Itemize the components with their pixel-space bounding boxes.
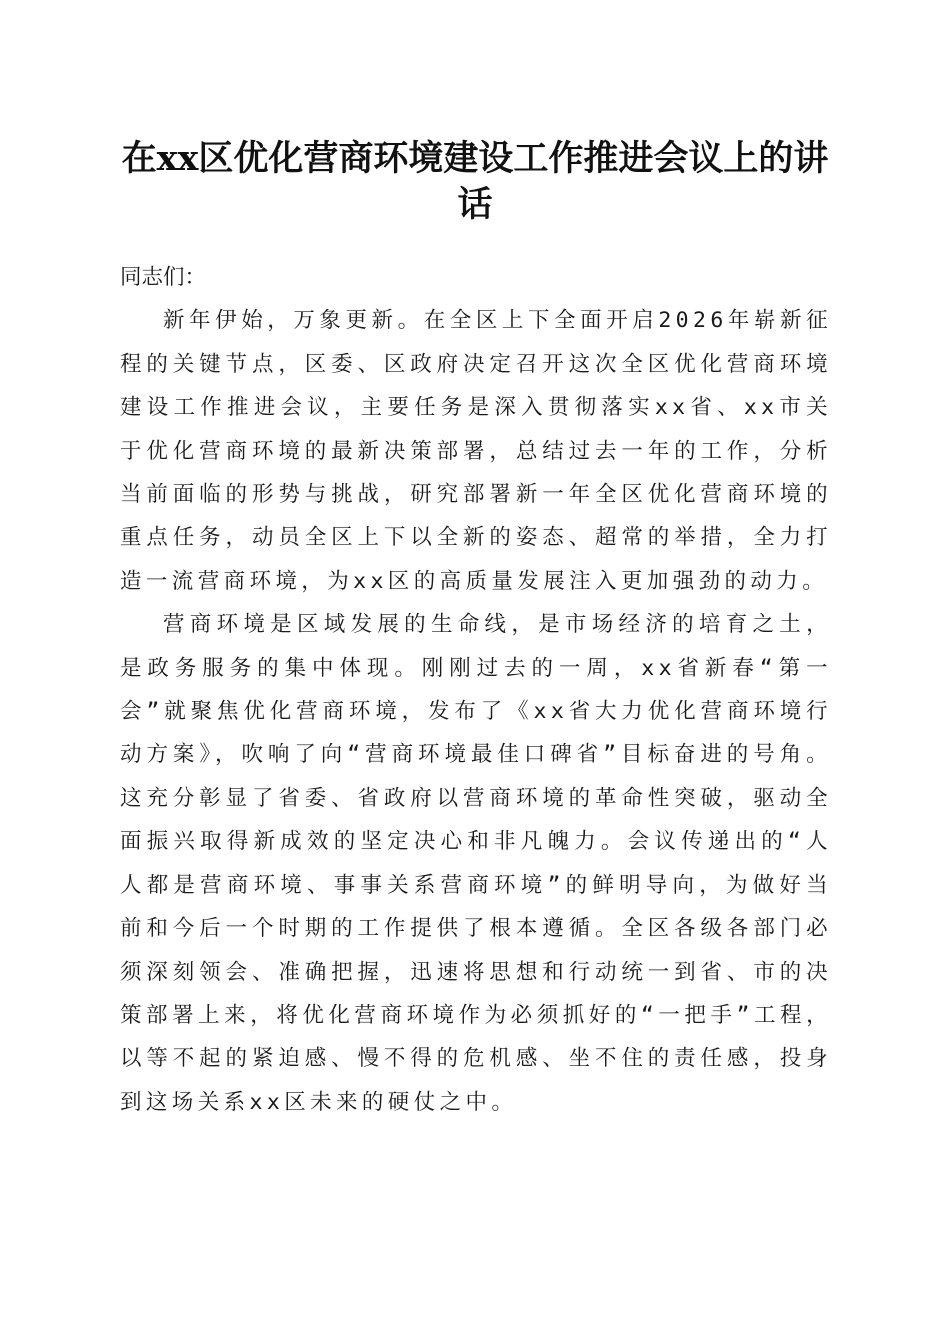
paragraph-2: 营商环境是区域发展的生命线，是市场经济的培育之土，是政务服务的集中体现。刚刚过去的一周，xx省新春“第一会”就聚焦优化营商环境，发布了《xx省大力优化营商环境行动方案》，吹响了向“营商环境最佳口碑省”目标奋进的号角。这充分彰显了省委、省政府以营商环境的革命性突破，驱动全面振兴取得新成效的坚定决心和非凡魄力。会议传递出的“人人都是营商环境、事事关系营商环境”的鲜明导向，为做好当前和今后一个时期的工作提供了根本遵循。全区各级各部门必须深刻领会、准确把握，迅速将思想和行动统一到省、市的决策部署上来，将优化营商环境作为必须抓好的“一把手”工程，以等不起的紧迫感、慢不得的危机感、坐不住的责任感，投身到这场关系xx区未来的硬仗之中。: [120, 612, 832, 1115]
paragraph-1: 新年伊始，万象更新。在全区上下全面开启2026年崭新征程的关键节点，区委、区政府决定召开这次全区优化营商环境建设工作推进会议，主要任务是深入贯彻落实xx省、xx市关于优化营商环境的最新决策部署，总结过去一年的工作，分析当前面临的形势与挑战，研究部署新一年全区优化营商环境的重点任务，动员全区上下以全新的姿态、超常的举措，全力打造一流营商环境，为xx区的高质量发展注入更加强劲的动力。: [120, 308, 832, 594]
document-title: 在xx区优化营商环境建设工作推进会议上的讲话: [121, 138, 829, 225]
salutation: 同志们：: [120, 265, 207, 290]
document-body: [120, 256, 832, 1124]
